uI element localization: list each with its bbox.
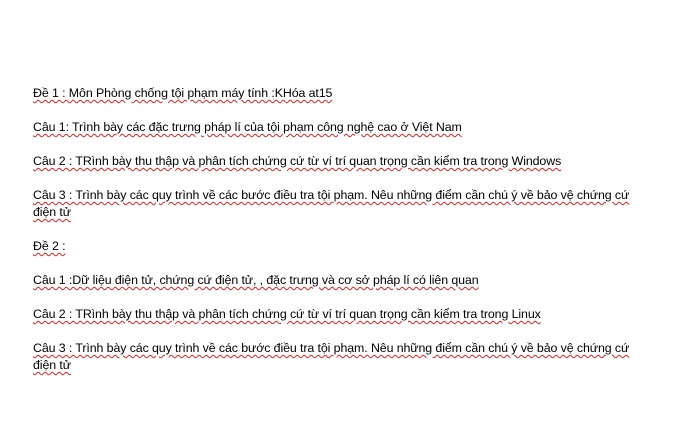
- exam-2-question-1: Câu 1 :Dữ liệu điện tử, chứng cứ điện tử, , đặc trưng và cơ sở pháp lí có liên quan: [33, 273, 479, 287]
- exam-1-heading: Đề 1 : Môn Phòng chống tội phạm máy tính :KHóa at15: [33, 86, 333, 100]
- exam-2-heading: Đề 2 :: [33, 239, 66, 253]
- exam-1-question-3: Câu 3 : Trình bày các quy trình về các bước điều tra tội phạm. Nêu những điểm cần chú ý về bảo vệ chứng cứ điện tử: [33, 188, 630, 219]
- exam-1-question-1: Câu 1: Trình bày các đặc trưng pháp lí của tội phạm công nghệ cao ở Việt Nam: [33, 120, 462, 134]
- exam-2-question-3: Câu 3 : Trình bày các quy trình về các bước điều tra tội phạm. Nêu những điểm cần chú ý về bảo vệ chứng cứ điện tử: [33, 341, 630, 372]
- document-body[interactable]: [33, 85, 643, 391]
- exam-1-question-2: Câu 2 : TRình bày thu thập và phân tích chứng cứ từ ví trí quan trọng cần kiểm tra trong Windows: [33, 154, 562, 168]
- exam-2-question-2: Câu 2 : TRình bày thu thập và phân tích chứng cứ từ ví trí quan trọng cần kiểm tra trong Linux: [33, 307, 541, 321]
